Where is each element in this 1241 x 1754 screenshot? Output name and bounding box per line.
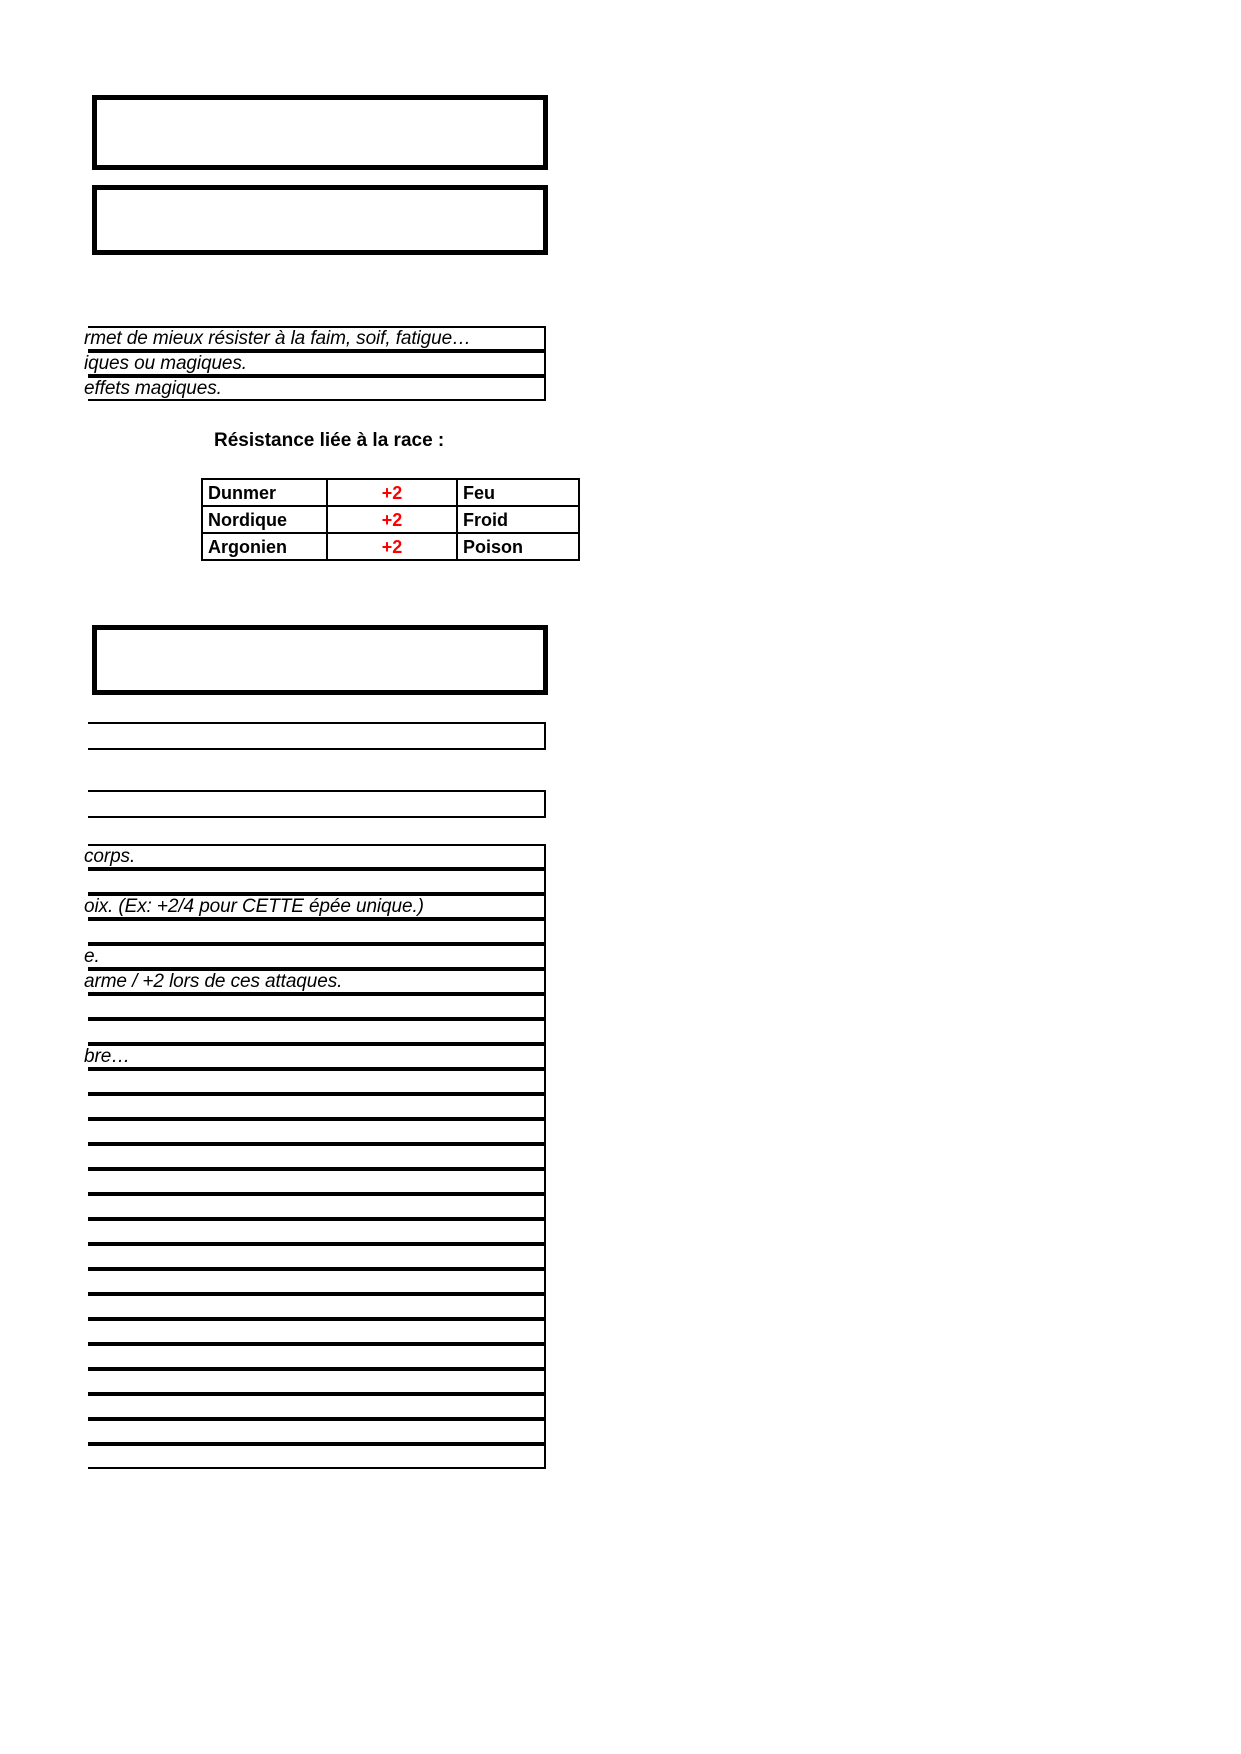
detail-row [88, 1219, 546, 1244]
resistance-note-text-1: rmet de mieux résister à la faim, soif, fatigue… [84, 327, 471, 349]
race-resistance-table [201, 478, 580, 561]
bonus-value: +2 [381, 536, 403, 557]
race-type-cell: Froid [457, 506, 579, 533]
mid-box [92, 625, 548, 695]
resistance-note-row-2 [84, 351, 546, 376]
detail-row [88, 1394, 546, 1419]
detail-row [88, 1269, 546, 1294]
detail-row [88, 1169, 546, 1194]
detail-row [84, 1044, 546, 1069]
detail-row [88, 1369, 546, 1394]
detail-row [84, 969, 546, 994]
detail-row-text: oix. (Ex: +2/4 pour CETTE épée unique.) [84, 895, 424, 917]
race-name-cell: Argonien [202, 533, 327, 560]
race-name-cell: Nordique [202, 506, 327, 533]
race-type-cell: Feu [457, 479, 579, 506]
detail-row [88, 919, 546, 944]
detail-row-text: bre… [84, 1045, 131, 1067]
bonus-value: +2 [381, 509, 403, 530]
mid-row-2 [88, 790, 546, 818]
detail-row [84, 944, 546, 969]
table-row [202, 479, 579, 506]
detail-row [88, 1194, 546, 1219]
mid-row-1 [88, 722, 546, 750]
table-row [202, 506, 579, 533]
race-name-cell: Dunmer [202, 479, 327, 506]
top-box-1 [92, 95, 548, 170]
detail-row [88, 1144, 546, 1169]
bonus-value: +2 [381, 482, 403, 503]
detail-row [88, 1419, 546, 1444]
resistance-note-row-3 [84, 376, 546, 401]
detail-row [84, 894, 546, 919]
detail-row [88, 869, 546, 894]
detail-row [84, 844, 546, 869]
detail-row [88, 1019, 546, 1044]
detail-row [88, 1344, 546, 1369]
detail-row [88, 1294, 546, 1319]
detail-row [88, 994, 546, 1019]
detail-row-text: e. [84, 945, 100, 967]
resistance-note-text-3: effets magiques. [84, 377, 222, 399]
race-bonus-cell [327, 533, 457, 560]
detail-row [88, 1319, 546, 1344]
resistance-note-row-1 [84, 326, 546, 351]
race-bonus-cell [327, 479, 457, 506]
table-row [202, 533, 579, 560]
detail-row [88, 1119, 546, 1144]
detail-row-text: corps. [84, 845, 136, 867]
detail-row [88, 1244, 546, 1269]
detail-row-text: arme / +2 lors de ces attaques. [84, 970, 343, 992]
detail-row [88, 1444, 546, 1469]
race-bonus-cell [327, 506, 457, 533]
detail-row [88, 1069, 546, 1094]
race-type-cell: Poison [457, 533, 579, 560]
top-box-2 [92, 185, 548, 255]
detail-row [88, 1094, 546, 1119]
race-resistance-heading: Résistance liée à la race : [214, 430, 445, 451]
resistance-note-text-2: iques ou magiques. [84, 352, 247, 374]
